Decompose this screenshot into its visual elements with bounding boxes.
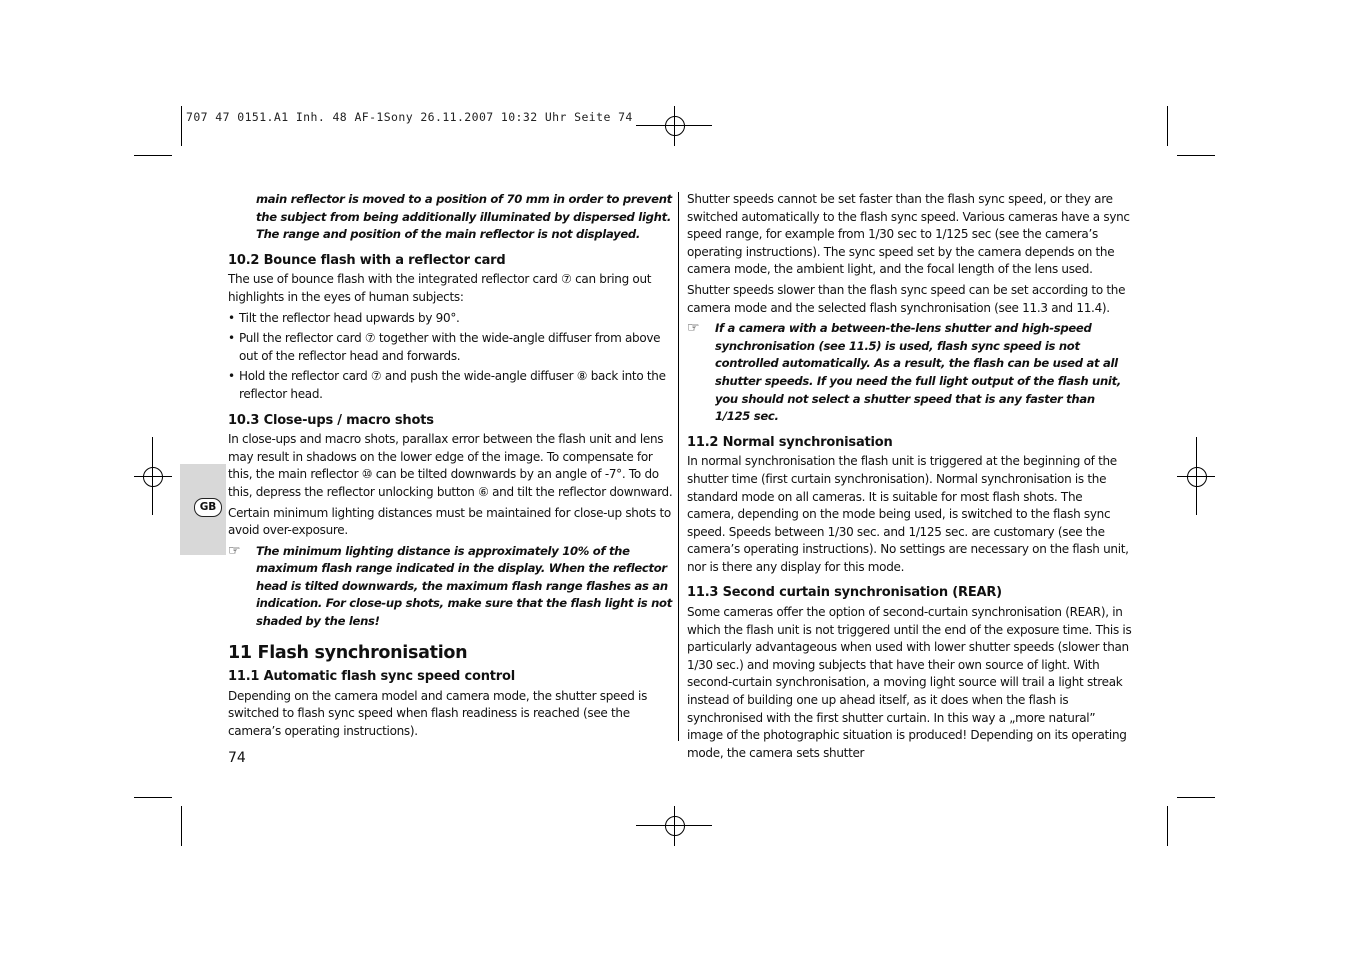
high-speed-note: ☞ If a camera with a between-the-lens shutter and high-speed synchronisation (see 11.5) is used, flash sync speed is not controlled automatically. As a result, the flash can be used at all shutter speeds. If you need the full light output of the flash unit, you should not select a shutter speed that is any faster than 1/125 sec. bbox=[687, 320, 1121, 424]
list-item: • Tilt the reflector head upwards by 90°. bbox=[228, 310, 460, 325]
section-11-1-paragraph: Depending on the camera model and camera mode, the shutter speed is switched to flash sync speed when flash readiness is reached (see the camera’s operating instructions). bbox=[228, 688, 648, 739]
macro-note: ☞ The minimum lighting distance is approximately 10% of the maximum flash range indicated in the display. When the reflector head is tilted downwards, the maximum flash range flashes as an indication. For close-up shots, make sure that the flash light is not shaded by the lens! bbox=[228, 542, 672, 629]
reflector-note: main reflector is moved to a position of 70 mm in order to prevent the subject from being additionally illuminated by dispersed light. The range and position of the main reflector is not displayed. bbox=[256, 192, 672, 242]
chapter-11-title: 11 Flash synchronisation bbox=[228, 642, 468, 663]
section-11-3-title: 11.3 Second curtain synchronisation (REAR) bbox=[687, 585, 1002, 601]
section-11-1-title: 11.1 Automatic flash sync speed control bbox=[228, 669, 515, 685]
page-number: 74 bbox=[228, 750, 246, 766]
section-11-2-title: 11.2 Normal synchronisation bbox=[687, 434, 893, 450]
pointing-hand-icon: ☞ bbox=[687, 320, 700, 337]
list-item: • Pull the reflector card ⑦ together with the wide-angle diffuser from above out of the reflector head and forwards. bbox=[228, 331, 661, 363]
sync-paragraph-2: Shutter speeds slower than the flash sync speed can be set according to the camera mode and the selected flash synchronisation (see 11.3 and 11.4). bbox=[687, 282, 1126, 315]
section-11-3-paragraph: Some cameras offer the option of second-curtain synchronisation (REAR), in which the flash unit is not triggered until the end of the exposure time. This is particularly advantageous when used with lower shutter speeds (slower than 1/30 sec.) and moving subjects that have their own source of light. With second-curtain synchronisation, a moving light source will trail a light streak instead of building one up ahead itself, as it does when the flash is synchronised with the first shutter curtain. In this way a „more natural” image of the photographic situation is produced! Depending on its operating mode, the camera sets shutter bbox=[687, 605, 1132, 760]
print-slug: 707 47 0151.A1 Inh. 48 AF-1Sony 26.11.2007 10:32 Uhr Seite 74 bbox=[186, 110, 633, 124]
list-item: • Hold the reflector card ⑦ and push the wide-angle diffuser ⑧ back into the reflector head. bbox=[228, 369, 666, 401]
column-divider bbox=[678, 192, 679, 741]
section-10-2-title: 10.2 Bounce flash with a reflector card bbox=[228, 252, 506, 268]
section-11-2-paragraph: In normal synchronisation the flash unit is triggered at the beginning of the shutter time (first curtain synchronisation). Normal synchronisation is the standard mode on all cameras. It is suitable for most flash shots. The camera, depending on the mode being used, is switched to the flash sync speed. Speeds between 1/30 sec. and 1/125 sec. are customary (see the camera’s operating instructions). No settings are necessary on the flash unit, nor is there any display for this mode. bbox=[687, 454, 1129, 574]
section-10-2-intro: The use of bounce flash with the integrated reflector card ⑦ can bring out highlights in the eyes of human subjects: bbox=[228, 272, 652, 304]
pointing-hand-icon: ☞ bbox=[228, 542, 241, 559]
sync-paragraph-1: Shutter speeds cannot be set faster than the flash sync speed, or they are switched automatically to the flash sync speed. Various cameras have a sync speed range, for example from 1/30 sec to 1/125 sec (see the camera’s operating instructions). The sync speed set by the camera depends on the camera mode, the ambient light, and the focal length of the lens used. bbox=[687, 192, 1130, 277]
right-column bbox=[687, 191, 1132, 765]
language-badge: GB bbox=[194, 498, 222, 517]
left-column bbox=[228, 191, 673, 744]
section-10-3-title: 10.3 Close-ups / macro shots bbox=[228, 412, 434, 428]
section-10-3-paragraph-2: Certain minimum lighting distances must be maintained for close-up shots to avoid over-exposure. bbox=[228, 505, 671, 538]
section-10-3-paragraph: In close-ups and macro shots, parallax error between the flash unit and lens may result in shadows on the lower edge of the image. To compensate for this, the main reflector ⑩ can be tilted downwards by an angle of -7°. To do this, depress the reflector unlocking button ⑥ and tilt the reflector downward. bbox=[228, 432, 673, 499]
